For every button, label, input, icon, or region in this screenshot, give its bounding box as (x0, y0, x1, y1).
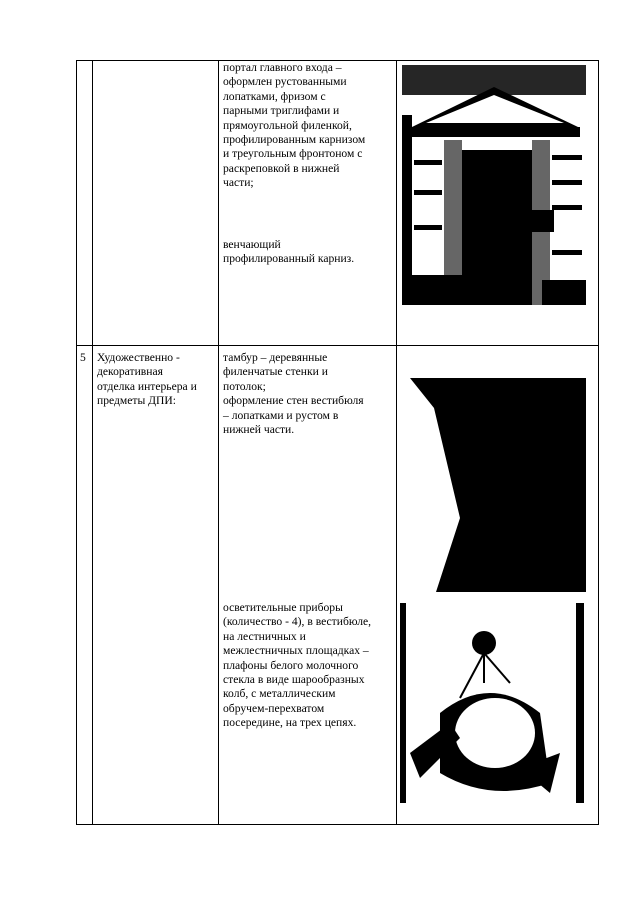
row-number: 5 (80, 351, 86, 364)
description-text: венчающий профилированный карниз. (223, 238, 355, 266)
description-text: портал главного входа – оформлен рустованными лопатками, фризом с парными триглифами и прямоугольной филенкой, профилированным карнизом и треугольным фронтоном с раскреповкой в нижней части; (223, 61, 366, 190)
lamp-photo (400, 603, 584, 803)
description-text: тамбур – деревянные филенчатые стенки и потолок; оформление стен вестибюля – лопатками и рустом в нижней части. (223, 351, 364, 437)
col-line (76, 60, 77, 825)
col-line (218, 60, 219, 825)
col-line (598, 60, 599, 825)
description-text: осветительные приборы (количество - 4), в вестибюле, на лестничных и межлестничных площадках – плафоны белого молочного стекла в виде шарообразных колб, с металлическим обручем-перехватом посередине, на трех цепях. (223, 601, 372, 730)
table-border-bottom (76, 824, 599, 825)
portal-photo (402, 65, 586, 305)
element-name: Художественно - декоративная отделка интерьера и предметы ДПИ: (97, 351, 197, 408)
vestibule-photo (410, 378, 586, 592)
col-line (92, 60, 93, 825)
row-divider (76, 345, 599, 346)
col-line (396, 60, 397, 825)
